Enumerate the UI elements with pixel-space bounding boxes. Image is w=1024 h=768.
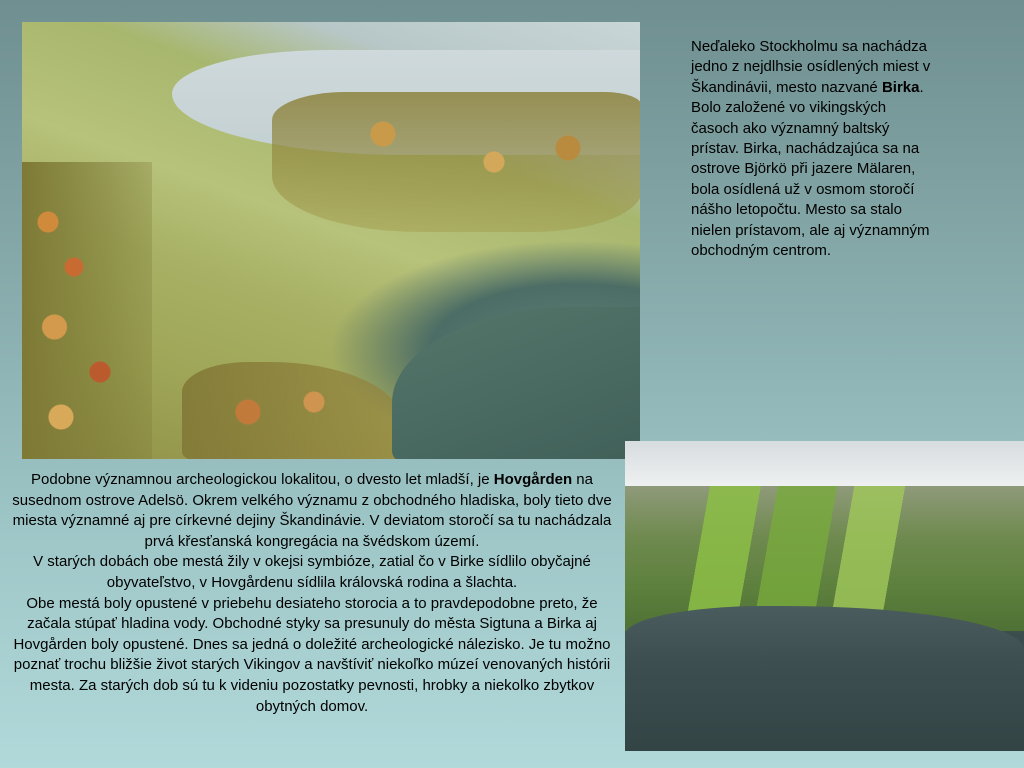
hovgarden-paragraph-1: Podobne významnou archeologickou lokalitou, o dvesto let mladší, je Hovgården na susednom ostrove Adelsö. Okrem velkého významu z obchodného hladiska, boly tieto dve miesta významné aj pre církevné dejiny Škandinávie. V deviatom storočí sa tu nachádzala prvá křesťanská kongregácia na švédskom území.	[12, 471, 612, 550]
hovgarden-paragraph-3: Obe mestá boly opustené v priebehu desiateho storocia a to pravdepodobne preto, že začala stúpať hladina vody. Obchodné styky sa presunuly do města Sigtuna a Birka aj Hovgården boly opustené. Dnes sa jedná o doležité archeologické nálezisko. Je tu možno poznať trochu bližšie život starých Vikingov a navštíviť niekoľko múzeí venovaných histórii mesta. Za starých dob sú tu k videniu pozostatky pevnosti, hrobky a niekolko zbytkov obytných domov.	[13, 594, 611, 715]
autumn-trees-top	[272, 92, 640, 232]
hovgarden-name: Hovgården	[493, 471, 573, 488]
birka-name: Birka	[881, 78, 920, 96]
birka-paragraph-1: Neďaleko Stockholmu sa nachádza jedno z nejdlhsie osídlených miest v Škandinávii, mesto nazvané Birka.	[691, 38, 931, 96]
hovgarden-description	[6, 470, 618, 717]
hovgarden-paragraph-2: V starých dobách obe mestá žily v okejsi symbióze, zatial čo v Birke sídlilo obyčajné obyvateľstvo, v Hovgårdenu sídlila královská rodina a šlachta.	[33, 553, 591, 591]
lake-water	[625, 606, 1024, 751]
birka-paragraph-2: Bolo založené vo vikingských časoch ako významný baltský prístav. Birka, nachádzajúca sa na ostrove Björkö při jazere Mälaren, bola osídlená už v osmom storočí nášho letopočtu. Mesto sa stalo nielen prístavom, ale aj významným obchodným centrom.	[691, 99, 930, 260]
birka-aerial-photo	[22, 22, 640, 459]
autumn-trees-left	[22, 162, 152, 459]
autumn-trees-shore	[182, 362, 402, 459]
birka-description	[691, 37, 931, 261]
hovgarden-aerial-photo	[625, 441, 1024, 751]
lake-water-bottom	[392, 307, 640, 459]
sky	[625, 441, 1024, 486]
